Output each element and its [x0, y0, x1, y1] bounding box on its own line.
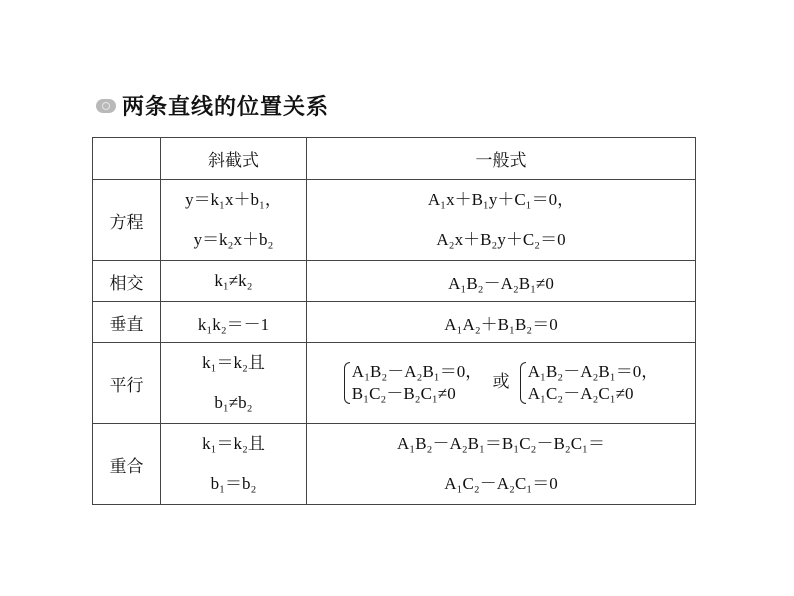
parallel-system-b	[520, 361, 658, 405]
numbered-bullet-icon	[96, 99, 116, 113]
header-corner-cell	[93, 138, 161, 180]
equation-slope-cell	[161, 180, 307, 261]
parallel-system-a	[344, 361, 482, 405]
coincide-general-line-2: A₁C₂－A₂C₁＝0	[444, 474, 558, 493]
equation-general-line-1: A₁x＋B₁y＋C₁＝0，	[427, 190, 575, 209]
equation-slope-line-2: y＝k₂x＋b₂	[193, 230, 274, 249]
row-label-equation: 方程	[93, 180, 161, 261]
parallel-general-cell	[307, 343, 696, 424]
equation-general-line-2: A₂x＋B₂y＋C₂＝0	[436, 230, 566, 249]
coincide-slope-cell	[161, 424, 307, 505]
coincide-slope-line-1: k₁＝k₂且	[202, 434, 265, 453]
section-title: 两条直线的位置关系	[122, 94, 330, 120]
section-heading	[96, 90, 329, 120]
row-label-intersect: 相交	[93, 261, 161, 302]
or-label: 或	[492, 371, 510, 392]
coincide-general-line-1: A₁B₂－A₂B₁＝B₁C₂－B₂C₁＝	[396, 434, 605, 453]
parallel-slope-cell	[161, 343, 307, 424]
perpendicular-general-cell: A₁A₂＋B₁B₂＝0	[307, 302, 696, 343]
parallel-system-b-line-2: A₁C₂－A₂C₁≠0	[527, 384, 634, 403]
header-slope-form: 斜截式	[161, 138, 307, 180]
equation-general-cell	[307, 180, 696, 261]
parallel-system-a-line-1: A₁B₂－A₂B₁＝0，	[351, 362, 483, 381]
left-brace-icon	[520, 362, 526, 404]
header-general-form: 一般式	[307, 138, 696, 180]
row-label-parallel: 平行	[93, 343, 161, 424]
table-row-equation	[93, 180, 696, 261]
parallel-system-b-line-1: A₁B₂－A₂B₁＝0，	[527, 362, 659, 381]
left-brace-icon	[344, 362, 350, 404]
coincide-general-cell	[307, 424, 696, 505]
row-label-coincide: 重合	[93, 424, 161, 505]
table-row-intersect	[93, 261, 696, 302]
coincide-slope-line-2: b₁＝b₂	[210, 474, 257, 493]
row-label-perpendicular: 垂直	[93, 302, 161, 343]
parallel-system-a-line-2: B₁C₂－B₂C₁≠0	[351, 384, 456, 403]
table-row-perpendicular	[93, 302, 696, 343]
parallel-slope-line-1: k₁＝k₂且	[202, 353, 265, 372]
parallel-slope-line-2: b₁≠b₂	[214, 393, 253, 412]
equation-slope-line-1: y＝k₁x＋b₁，	[185, 190, 282, 209]
perpendicular-slope-cell: k₁k₂＝－1	[161, 302, 307, 343]
line-relations-table	[92, 137, 696, 505]
table-header-row	[93, 138, 696, 180]
table-row-coincide	[93, 424, 696, 505]
intersect-general-cell: A₁B₂－A₂B₁≠0	[307, 261, 696, 302]
table-row-parallel	[93, 343, 696, 424]
intersect-slope-cell: k₁≠k₂	[161, 261, 307, 302]
